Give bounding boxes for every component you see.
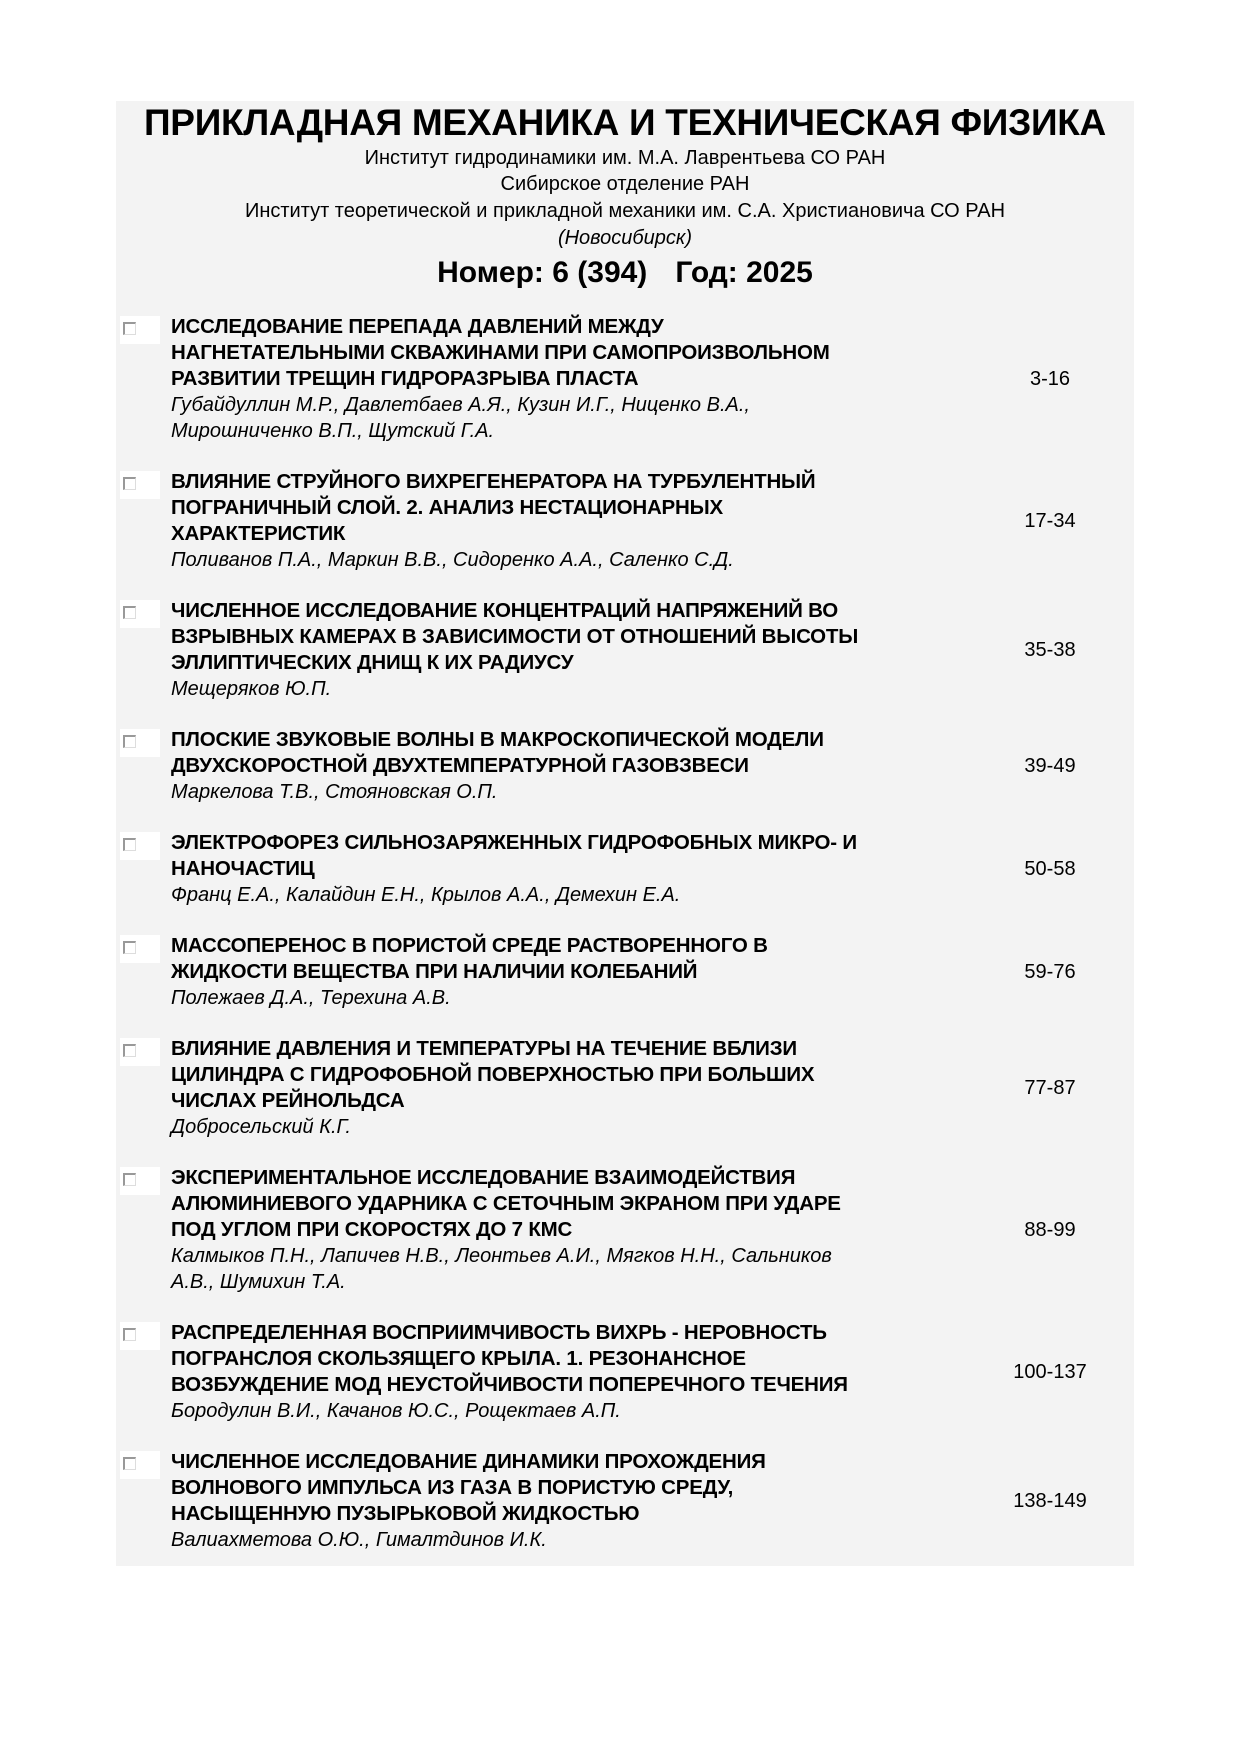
article-text <box>171 830 941 908</box>
article-authors-line: Маркелова Т.В., Стояновская О.П. <box>171 781 498 803</box>
article-title-line[interactable]: ПЛОСКИЕ ЗВУКОВЫЕ ВОЛНЫ В МАКРОСКОПИЧЕСКОЙ МОДЕЛИ <box>171 728 824 751</box>
article-entry <box>116 598 1134 727</box>
article-authors-line: Бородулин В.И., Качанов Ю.С., Рощектаев А.П. <box>171 1400 621 1422</box>
city: (Новосибирск) <box>557 227 693 249</box>
article-authors-line: Добросельский К.Г. <box>171 1116 351 1138</box>
article-authors-line: Валиахметова О.Ю., Гималтдинов И.К. <box>171 1529 547 1551</box>
article-entry <box>116 1320 1134 1449</box>
article-title-line[interactable]: ВЛИЯНИЕ ДАВЛЕНИЯ И ТЕМПЕРАТУРЫ НА ТЕЧЕНИЕ ВБЛИЗИ <box>171 1037 797 1060</box>
article-pages: 39-49 <box>1024 754 1076 777</box>
article-title-line[interactable]: ЭКСПЕРИМЕНТАЛЬНОЕ ИССЛЕДОВАНИЕ ВЗАИМОДЕЙСТВИЯ <box>171 1166 796 1189</box>
article-title-line[interactable]: ЧИСЛЕННОЕ ИССЛЕДОВАНИЕ КОНЦЕНТРАЦИЙ НАПРЯЖЕНИЙ ВО <box>171 599 838 622</box>
article-checkbox[interactable] <box>120 316 160 344</box>
article-title-line[interactable]: ДВУХСКОРОСТНОЙ ДВУХТЕМПЕРАТУРНОЙ ГАЗОВЗВЕСИ <box>171 754 749 777</box>
checkbox-icon <box>123 1328 136 1341</box>
article-entry <box>116 1036 1134 1165</box>
article-title-line[interactable]: ПОД УГЛОМ ПРИ СКОРОСТЯХ ДО 7 КМС <box>171 1218 573 1241</box>
article-pages: 88-99 <box>1024 1218 1076 1241</box>
issue-number: Номер: 6 (394) <box>437 256 648 289</box>
article-authors-line: Мещеряков Ю.П. <box>171 678 332 700</box>
article-authors-line: Франц Е.А., Калайдин Е.Н., Крылов А.А., Демехин Е.А. <box>171 884 681 906</box>
article-title-line[interactable]: АЛЮМИНИЕВОГО УДАРНИКА С СЕТОЧНЫМ ЭКРАНОМ ПРИ УДАРЕ <box>171 1192 841 1215</box>
article-entry <box>116 469 1134 598</box>
article-authors-line: Мирошниченко В.П., Щутский Г.А. <box>171 420 495 442</box>
checkbox-icon <box>123 838 136 851</box>
article-authors-line: Поливанов П.А., Маркин В.В., Сидоренко А.А., Саленко С.Д. <box>171 549 734 571</box>
article-title-line[interactable]: ЖИДКОСТИ ВЕЩЕСТВА ПРИ НАЛИЧИИ КОЛЕБАНИЙ <box>171 960 698 983</box>
article-pages: 3-16 <box>1029 367 1071 390</box>
article-title-line[interactable]: ЧИСЛАХ РЕЙНОЛЬДСА <box>171 1089 405 1112</box>
article-title-line[interactable]: ЦИЛИНДРА С ГИДРОФОБНОЙ ПОВЕРХНОСТЬЮ ПРИ БОЛЬШИХ <box>171 1063 815 1086</box>
journal-title: ПРИКЛАДНАЯ МЕХАНИКА И ТЕХНИЧЕСКАЯ ФИЗИКА <box>144 102 1106 143</box>
article-checkbox[interactable] <box>120 1451 160 1479</box>
article-entry <box>116 830 1134 933</box>
publisher-line: Институт гидродинамики им. М.А. Лаврентьева СО РАН <box>364 147 886 169</box>
article-text <box>171 1036 941 1140</box>
checkbox-icon <box>123 941 136 954</box>
publisher-line: Сибирское отделение РАН <box>500 173 750 195</box>
article-authors-line: Полежаев Д.А., Терехина А.В. <box>171 987 451 1009</box>
checkbox-icon <box>123 1173 136 1186</box>
article-pages: 77-87 <box>1024 1076 1076 1099</box>
article-checkbox[interactable] <box>120 1322 160 1350</box>
article-title-line[interactable]: ХАРАКТЕРИСТИК <box>171 522 346 545</box>
article-checkbox[interactable] <box>120 935 160 963</box>
article-title-line[interactable]: ВЛИЯНИЕ СТРУЙНОГО ВИХРЕГЕНЕРАТОРА НА ТУРБУЛЕНТНЫЙ <box>171 470 816 493</box>
article-entry <box>116 1449 1134 1578</box>
article-text <box>171 469 941 573</box>
article-title-line[interactable]: ЧИСЛЕННОЕ ИССЛЕДОВАНИЕ ДИНАМИКИ ПРОХОЖДЕНИЯ <box>171 1450 766 1473</box>
article-title-line[interactable]: ВЗРЫВНЫХ КАМЕРАХ В ЗАВИСИМОСТИ ОТ ОТНОШЕНИЙ ВЫСОТЫ <box>171 625 859 648</box>
article-entry <box>116 1165 1134 1320</box>
issue-info <box>116 253 1134 293</box>
article-checkbox[interactable] <box>120 471 160 499</box>
article-checkbox[interactable] <box>120 1038 160 1066</box>
article-title-line[interactable]: ВОЛНОВОГО ИМПУЛЬСА ИЗ ГАЗА В ПОРИСТУЮ СРЕДУ, <box>171 1476 734 1499</box>
article-pages: 138-149 <box>1013 1489 1087 1512</box>
article-text <box>171 1320 941 1424</box>
article-pages: 59-76 <box>1024 960 1076 983</box>
checkbox-icon <box>123 735 136 748</box>
issue-year: Год: 2025 <box>675 256 813 289</box>
article-checkbox[interactable] <box>120 1167 160 1195</box>
article-title-line[interactable]: НАГНЕТАТЕЛЬНЫМИ СКВАЖИНАМИ ПРИ САМОПРОИЗВОЛЬНОМ <box>171 341 830 364</box>
article-text <box>171 314 941 444</box>
article-text <box>171 1449 941 1553</box>
article-title-line[interactable]: МАССОПЕРЕНОС В ПОРИСТОЙ СРЕДЕ РАСТВОРЕННОГО В <box>171 934 768 957</box>
article-title-line[interactable]: НАНОЧАСТИЦ <box>171 857 315 880</box>
article-authors-line: А.В., Шумихин Т.А. <box>171 1271 346 1293</box>
article-text <box>171 727 941 805</box>
article-checkbox[interactable] <box>120 832 160 860</box>
article-pages: 50-58 <box>1024 857 1076 880</box>
article-checkbox[interactable] <box>120 729 160 757</box>
article-title-line[interactable]: ВОЗБУЖДЕНИЕ МОД НЕУСТОЙЧИВОСТИ ПОПЕРЕЧНОГО ТЕЧЕНИЯ <box>171 1373 848 1396</box>
article-title-line[interactable]: РАЗВИТИИ ТРЕЩИН ГИДРОРАЗРЫВА ПЛАСТА <box>171 367 639 390</box>
article-title-line[interactable]: РАСПРЕДЕЛЕННАЯ ВОСПРИИМЧИВОСТЬ ВИХРЬ - НЕРОВНОСТЬ <box>171 1321 827 1344</box>
article-entry <box>116 314 1134 469</box>
article-pages: 17-34 <box>1024 509 1076 532</box>
article-authors-line: Губайдуллин М.Р., Давлетбаев А.Я., Кузин И.Г., Ниценко В.А., <box>171 394 750 416</box>
article-pages: 35-38 <box>1024 638 1076 661</box>
checkbox-icon <box>123 1457 136 1470</box>
contents-panel <box>116 101 1134 1566</box>
checkbox-icon <box>123 477 136 490</box>
article-title-line[interactable]: ЭЛЛИПТИЧЕСКИХ ДНИЩ К ИХ РАДИУСУ <box>171 651 574 674</box>
article-entry <box>116 933 1134 1036</box>
article-title-line[interactable]: ИССЛЕДОВАНИЕ ПЕРЕПАДА ДАВЛЕНИЙ МЕЖДУ <box>171 315 664 338</box>
article-title-line[interactable]: ЭЛЕКТРОФОРЕЗ СИЛЬНОЗАРЯЖЕННЫХ ГИДРОФОБНЫХ МИКРО- И <box>171 831 857 854</box>
article-checkbox[interactable] <box>120 600 160 628</box>
article-text <box>171 933 941 1011</box>
article-text <box>171 1165 941 1295</box>
article-title-line[interactable]: ПОГРАНСЛОЯ СКОЛЬЗЯЩЕГО КРЫЛА. 1. РЕЗОНАНСНОЕ <box>171 1347 746 1370</box>
checkbox-icon <box>123 322 136 335</box>
article-title-line[interactable]: НАСЫЩЕННУЮ ПУЗЫРЬКОВОЙ ЖИДКОСТЬЮ <box>171 1502 640 1525</box>
checkbox-icon <box>123 1044 136 1057</box>
article-authors-line: Калмыков П.Н., Лапичев Н.В., Леонтьев А.И., Мягков Н.Н., Сальников <box>171 1245 832 1267</box>
article-entry <box>116 727 1134 830</box>
checkbox-icon <box>123 606 136 619</box>
article-title-line[interactable]: ПОГРАНИЧНЫЙ СЛОЙ. 2. АНАЛИЗ НЕСТАЦИОНАРНЫХ <box>171 496 723 519</box>
article-pages: 100-137 <box>1013 1360 1087 1383</box>
article-list <box>116 314 1134 1578</box>
publisher-line: Институт теоретической и прикладной механики им. С.А. Христиановича СО РАН <box>244 200 1006 222</box>
article-text <box>171 598 941 702</box>
